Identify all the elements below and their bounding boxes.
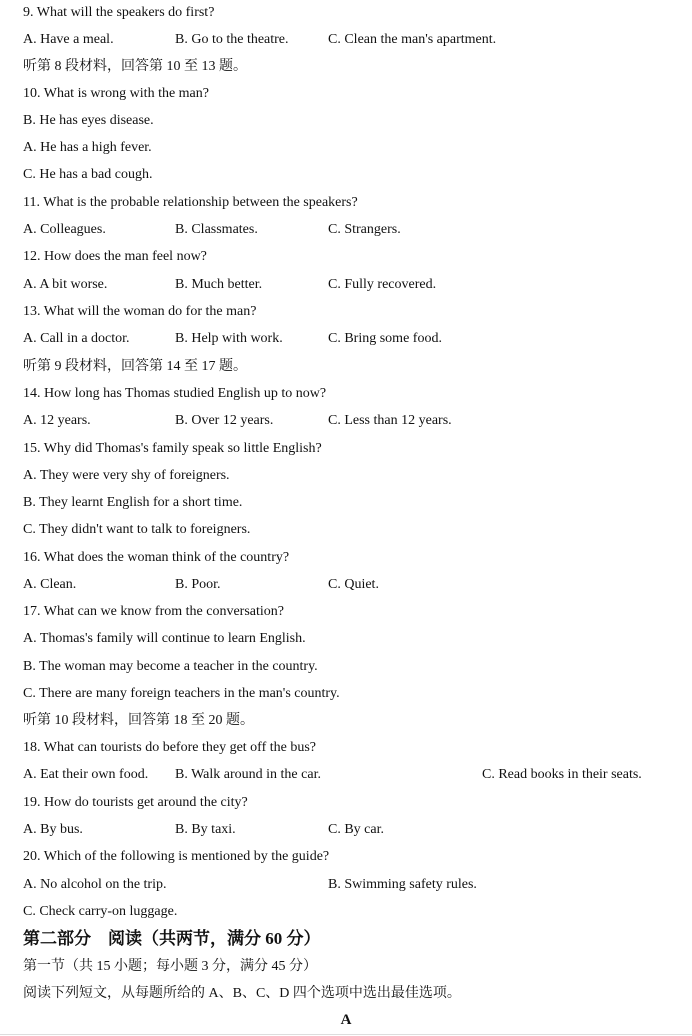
section-one-heading: 第一节（共 15 小题；每小题 3 分，满分 45 分） [23,959,317,974]
q20: 20. Which of the following is mentioned by the guide? [23,849,330,864]
q19: 19. How do tourists get around the city? [23,795,248,810]
q19-option-a: A. By bus. [23,822,83,837]
q12-option-a: A. A bit worse. [23,277,108,292]
q17-option-b: B. The woman may become a teacher in the country. [23,659,318,674]
q15-option-a: A. They were very shy of foreigners. [23,468,230,483]
instruction-10: 听第 10 段材料，回答第 18 至 20 题。 [23,713,254,728]
q17-option-a: A. Thomas's family will continue to learn English. [23,631,306,646]
q13: 13. What will the woman do for the man? [23,304,257,319]
q10-option-b: B. He has eyes disease. [23,113,154,128]
q11-option-c: C. Strangers. [328,222,401,237]
q12: 12. How does the man feel now? [23,249,207,264]
q17-option-c: C. There are many foreign teachers in the man's country. [23,686,340,701]
passage-label: A [340,1012,352,1028]
q10-option-a: A. He has a high fever. [23,140,152,155]
q14-option-b: B. Over 12 years. [175,413,274,428]
q18-option-c: C. Read books in their seats. [482,767,642,782]
q20-option-c: C. Check carry-on luggage. [23,904,178,919]
q14: 14. How long has Thomas studied English up to now? [23,386,327,401]
q17: 17. What can we know from the conversation? [23,604,284,619]
q11: 11. What is the probable relationship between the speakers? [23,195,358,210]
q18: 18. What can tourists do before they get off the bus? [23,740,317,755]
q19-option-c: C. By car. [328,822,384,837]
q20-option-a: A. No alcohol on the trip. [23,877,167,892]
q15: 15. Why did Thomas's family speak so little English? [23,441,322,456]
q11-option-b: B. Classmates. [175,222,258,237]
reading-instruction: 阅读下列短文，从每题所给的 A、B、C、D 四个选项中选出最佳选项。 [23,986,461,1001]
q18-option-b: B. Walk around in the car. [175,767,321,782]
q14-option-a: A. 12 years. [23,413,91,428]
q14-option-c: C. Less than 12 years. [328,413,452,428]
q9-option-b: B. Go to the theatre. [175,32,289,47]
q12-option-b: B. Much better. [175,277,263,292]
q13-option-c: C. Bring some food. [328,331,442,346]
q9: 9. What will the speakers do first? [23,5,215,20]
q10: 10. What is wrong with the man? [23,86,209,101]
instruction-8: 听第 8 段材料，回答第 10 至 13 题。 [23,59,247,74]
q9-option-a: A. Have a meal. [23,32,114,47]
q10-option-c: C. He has a bad cough. [23,167,153,182]
page-edge-divider [0,1034,692,1035]
q9-option-c: C. Clean the man's apartment. [328,32,497,47]
q20-option-b: B. Swimming safety rules. [328,877,477,892]
part-two-heading: 第二部分 阅读（共两节，满分 60 分） [23,929,321,948]
q16-option-b: B. Poor. [175,577,221,592]
q12-option-c: C. Fully recovered. [328,277,437,292]
q15-option-c: C. They didn't want to talk to foreigners. [23,522,251,537]
q16-option-a: A. Clean. [23,577,77,592]
q13-option-b: B. Help with work. [175,331,283,346]
q19-option-b: B. By taxi. [175,822,236,837]
q18-option-a: A. Eat their own food. [23,767,149,782]
q16-option-c: C. Quiet. [328,577,379,592]
q15-option-b: B. They learnt English for a short time. [23,495,243,510]
instruction-9: 听第 9 段材料，回答第 14 至 17 题。 [23,359,247,374]
q13-option-a: A. Call in a doctor. [23,331,130,346]
q11-option-a: A. Colleagues. [23,222,106,237]
q16: 16. What does the woman think of the country? [23,550,290,565]
